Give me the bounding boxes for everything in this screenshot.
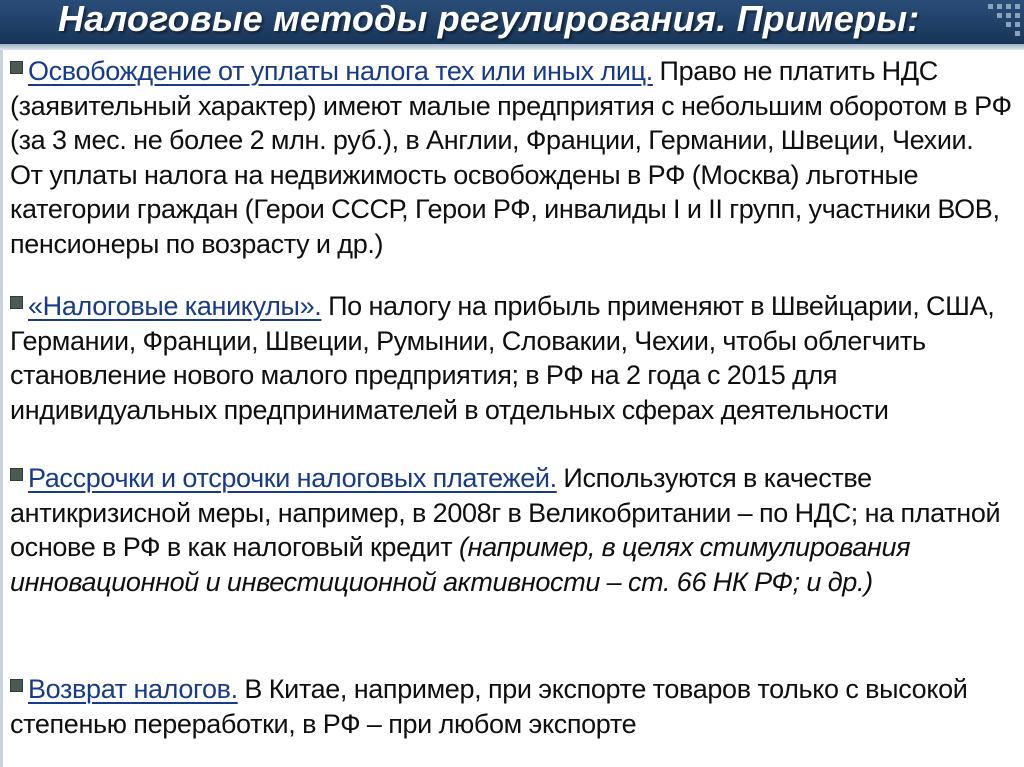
title-underline xyxy=(0,44,1024,50)
paragraph-key-phrase: Освобождение от уплаты налога тех или иных лиц. xyxy=(28,56,653,86)
paragraph-exemption xyxy=(10,54,1012,261)
paragraph-text: Используются в качестве антикризисной меры, например, в 2008г в Великобритании – по НДС; на платной основе в РФ в как налоговый кредит xyxy=(10,463,1001,562)
paragraph-installments xyxy=(10,461,1012,599)
paragraph-key-phrase: Рассрочки и отсрочки налоговых платежей. xyxy=(28,463,557,493)
paragraph-key-phrase: «Налоговые каникулы». xyxy=(28,291,322,321)
square-bullet-icon xyxy=(10,468,23,481)
square-bullet-icon xyxy=(10,679,23,692)
paragraph-text: В Китае, например, при экспорте товаров только с высокой степенью переработки, в РФ – при любом экспорте xyxy=(10,674,968,739)
dot-grid-decoration-icon xyxy=(980,0,1024,44)
paragraph-tax-holidays xyxy=(10,289,1012,427)
square-bullet-icon xyxy=(10,296,23,309)
paragraph-text: По налогу на прибыль применяют в Швейцарии, США, Германии, Франции, Швеции, Румынии, Словакии, Чехии, чтобы облегчить становление нового малого предприятия; в РФ на 2 года с 2015 для индивидуальных предпринимателей в отдельных сферах деятельности xyxy=(10,291,995,425)
paragraph-text: Право не платить НДС (заявительный характер) имеют малые предприятия с небольшим оборотом в РФ (за 3 мес. не более 2 млн. руб.), в Англии, Франции, Германии, Швеции, Чехии. От уплаты налога на недвижимость освобождены в РФ (Москва) льготные категории граждан (Герои СССР, Герои РФ, инвалиды I и II групп, участники ВОВ, пенсионеры по возрасту и др.) xyxy=(10,56,1012,259)
slide-title: Налоговые методы регулирования. Примеры: xyxy=(58,0,920,39)
paragraph-key-phrase: Возврат налогов. xyxy=(28,674,238,704)
paragraph-tax-refund xyxy=(10,672,1012,741)
left-accent-strip xyxy=(0,50,3,767)
title-bar xyxy=(0,0,1024,44)
square-bullet-icon xyxy=(10,61,23,74)
paragraph-italic-note: (например, в целях стимулирования инновационной и инвестиционной активности – ст. 66 НК РФ; и др.) xyxy=(10,532,911,597)
